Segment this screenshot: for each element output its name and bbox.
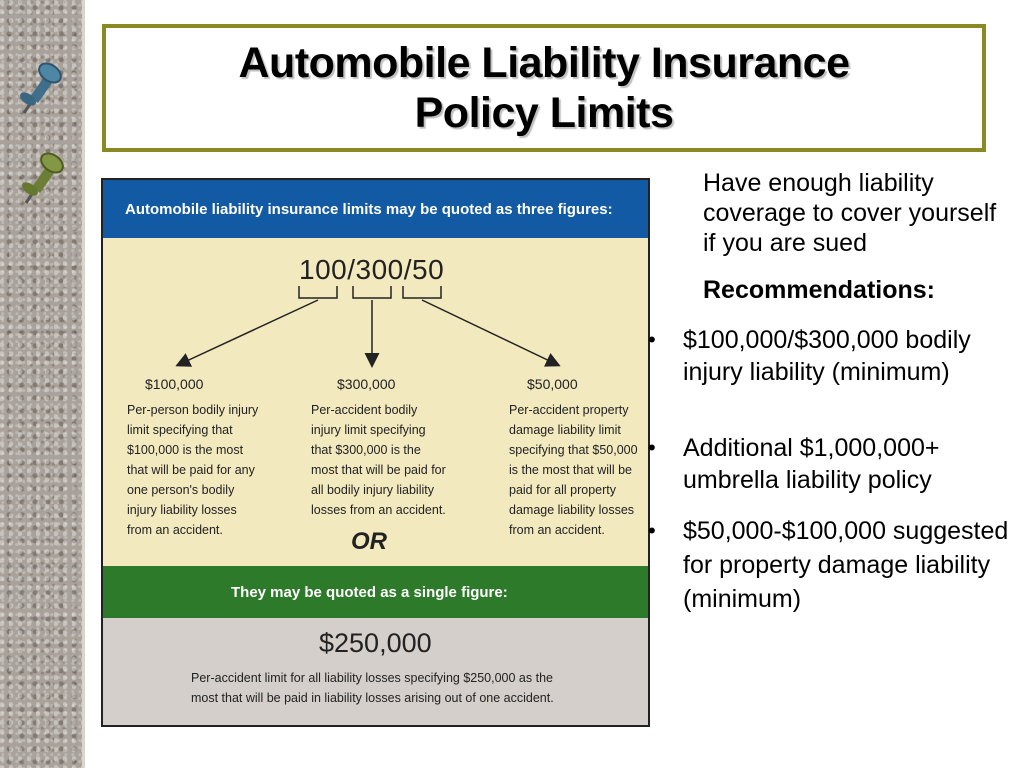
description-per-accident-bodily: Per-accident bodily injury limit specifying that $300,000 is the most that will be paid for all bodily injury liability losses from an accident.: [311, 403, 446, 517]
title-box: [102, 24, 986, 152]
single-figure-amount: $250,000: [319, 628, 432, 658]
amount-per-accident-bodily: $300,000: [337, 376, 396, 392]
bullet-icon: •: [648, 435, 656, 460]
bullet-icon: •: [648, 518, 656, 543]
blue-push-pin-icon: [10, 55, 70, 120]
green-push-pin-icon: [12, 145, 72, 210]
recommendations-heading: Recommendations:: [703, 276, 935, 304]
strip-edge-divider: [82, 0, 85, 768]
liability-limits-figure: [101, 178, 650, 727]
bullet-text: $100,000/$300,000 bodily injury liability (minimum): [683, 326, 971, 386]
figure-header: Automobile liability insurance limits may be quoted as three figures:: [103, 180, 648, 238]
amount-property-damage: $50,000: [527, 376, 578, 392]
description-property-damage: Per-accident property damage liability limit specifying that $50,000 is the most that will be paid for all property damage liability losses from an accident.: [509, 403, 638, 537]
bullet-icon: •: [648, 327, 656, 352]
single-figure-header: They may be quoted as a single figure:: [103, 566, 648, 618]
slide-title-line-1: Automobile Liability Insurance: [238, 39, 850, 87]
single-figure-panel: [103, 618, 648, 727]
description-per-person: Per-person bodily injury limit specifying that $100,000 is the most that will be paid for any one person's bodily injury liability losses from an accident.: [127, 403, 259, 537]
three-figure-quote: 100/300/50: [299, 254, 445, 285]
amount-per-person: $100,000: [145, 376, 204, 392]
bullet-text: Additional $1,000,000+ umbrella liability policy: [683, 434, 940, 494]
single-figure-description: Per-accident limit for all liability losses specifying $250,000 as the most that will be paid in liability losses arising out of one accident.: [191, 671, 554, 705]
intro-text: Have enough liability coverage to cover yourself if you are sued: [703, 169, 997, 257]
or-label: OR: [351, 528, 387, 555]
bullet-text: $50,000-$100,000 suggested for property damage liability (minimum): [683, 517, 1009, 613]
bracket-arrows-diagram: [103, 180, 650, 380]
slide-title-line-2: Policy Limits: [414, 89, 674, 137]
